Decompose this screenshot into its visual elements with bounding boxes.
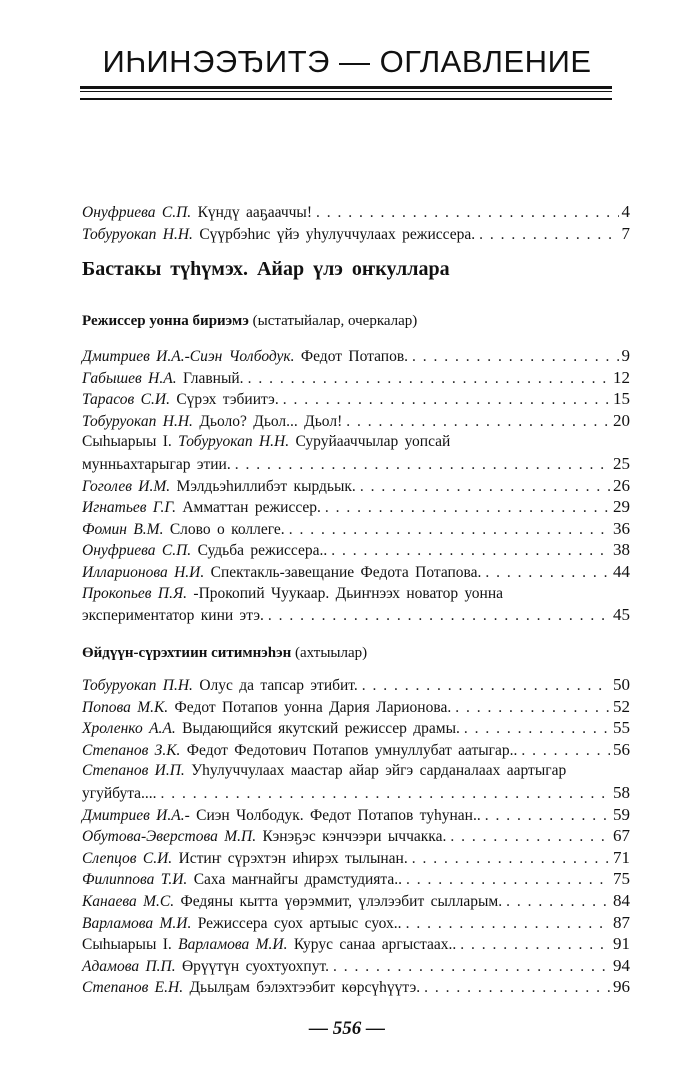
entry-author: Филиппова Т.И. [82,871,188,889]
entry-title: Истиҥ сүрэхтэн иһирэх тылынан. [178,849,408,867]
dot-leader [279,389,610,411]
dot-leader [451,697,610,719]
dot-leader [481,562,610,584]
entry-text [82,977,420,999]
toc-entry[interactable] [82,739,630,761]
entry-title: Дьоло? Дьол... Дьол! [199,412,343,430]
page-number: — 556 — [309,1018,385,1039]
entry-title: Судьба режиссера.. [197,542,328,560]
header-rule [80,86,612,100]
entry-title: Федяны кытта үөрэммит, үлэлээбит сылларым. [180,892,503,910]
entry-title: Сүрэх тэбиитэ. [176,391,279,409]
toc-entry[interactable] [82,804,630,826]
entry-author: Степанов И.П. [82,762,185,780]
toc-entry[interactable] [82,410,630,432]
entry-title: Уһулуччулаах маастар айар эйгэ сарданалаах аартыгар [191,762,567,780]
entry-page: 71 [613,847,630,867]
entry-title: Федот Федотович Потапов умнуллубат аатыгар.. [186,741,518,759]
entry-page: 15 [613,389,630,409]
toc-entry[interactable] [82,868,630,890]
entry-text [82,869,402,891]
toc-entry[interactable] [82,388,630,410]
entry-text [82,224,475,246]
toc-entry[interactable] [82,201,630,223]
entry-author: Канаева М.С. [82,892,175,910]
group2-entries [82,674,630,998]
dot-leader [321,497,610,519]
entry-author: Дмитриев И.А.- [82,806,190,824]
entry-text [82,585,503,602]
entry-title: Саха маҥнайгы драмстудията.. [193,871,403,889]
dot-leader [264,605,610,627]
entry-author: Степанов Е.Н. [82,979,184,997]
entry-text [82,411,342,433]
entry-text [82,675,358,697]
dot-leader [420,977,610,999]
entry-author: Онуфриева С.П. [82,542,192,560]
entry-author: Тобуруокап Н.Н. [178,433,290,451]
group1-entries [82,345,630,626]
entry-text [82,762,566,779]
entry-title: Сүүрбэһис үйэ уһулуччулаах режиссера. [199,225,476,243]
entry-text [82,805,481,827]
entry-title: Курус санаа аргыстаах.. [293,936,457,954]
entry-author: Онуфриева С.П. [82,204,192,221]
entry-author: Тарасов С.И. [82,391,170,409]
entry-text [82,519,285,541]
toc-entry[interactable] [82,955,630,977]
entry-page: 56 [613,739,630,759]
entry-text [82,346,408,368]
entry-text [82,389,279,411]
dot-leader [244,368,610,390]
dot-leader [456,934,610,956]
entry-page: 59 [613,804,630,824]
entry-text [82,202,312,224]
entry-page: 58 [613,782,630,802]
group2-heading [82,645,367,662]
entry-author: Прокопьев П.Я. [82,584,188,602]
group1-heading [82,313,417,330]
entry-page: 25 [613,453,630,473]
entry-title: Выдающийся якутский режиссер драмы. [182,720,460,738]
entry-title: Дьылҕам бэлэхтээбит көрсүһүүтэ. [189,979,421,997]
entry-page: 4 [621,202,630,221]
toc-entry[interactable] [82,674,630,696]
entry-title: Сиэн Чолбодук. Федот Потапов туһунан.. [196,806,481,824]
toc-entry[interactable] [82,518,630,540]
entry-title: Слово о коллеге. [169,520,285,538]
group1-note: (ыстатыйалар, очеркалар) [252,313,418,329]
dot-leader [517,740,610,762]
entry-author: Обутова-Эверстова М.П. [82,828,257,846]
entry-page: 20 [613,410,630,430]
entry-text [82,891,502,913]
entry-page: 75 [613,869,630,889]
entry-prefix: Сыһыарыы I. [82,936,172,954]
entry-text [82,913,402,935]
dot-leader [356,476,610,498]
dot-leader [408,848,610,870]
entry-title: Күндү ааҕааччы! [197,204,313,221]
intro-entries [82,201,630,244]
entry-page: 29 [613,497,630,517]
group2-note: (ахтыылар) [294,645,368,661]
entry-text [82,540,327,562]
section-heading: Бастакы түһүмэх. Айар үлэ оҥкуллара [82,258,450,280]
dot-leader [502,891,610,913]
entry-page: 96 [613,977,630,997]
dot-leader [157,783,610,805]
entry-text [82,562,481,584]
toc-entry[interactable] [82,431,630,453]
entry-author: Гоголев И.М. [82,477,171,495]
dot-leader [285,519,610,541]
dot-leader [460,718,610,740]
entry-author: Слепцов С.И. [82,849,173,867]
toc-entry-continuation [82,453,630,475]
toc-entry[interactable] [82,696,630,718]
group1-title: Режиссер уонна бириэмэ [82,313,249,329]
entry-title: Спектакль-завещание Федота Потапова. [210,563,482,581]
toc-entry-continuation [82,782,630,804]
entry-author: Адамова П.П. [82,957,176,975]
entry-title-cont: угуйбута.... [82,784,157,802]
entry-title: -Прокопий Чуукаар. Дьиҥнээх новатор уонна [193,584,504,602]
toc-entry[interactable] [82,717,630,739]
entry-author: Игнатьев Г.Г. [82,499,176,517]
entry-author: Тобуруокап П.Н. [82,677,193,694]
entry-title: Главный. [182,369,244,387]
dot-leader [342,411,610,433]
entry-page: 52 [613,696,630,716]
dot-leader [408,346,618,368]
entry-title-cont: мунньахтарыгар этии. [82,455,231,473]
toc-entry[interactable] [82,345,630,367]
entry-page: 44 [613,561,630,581]
entry-page: 36 [613,518,630,538]
entry-title: Мэлдьэһиллибэт кырдьык. [176,477,356,495]
entry-title: Амматтан режиссер. [182,499,321,517]
entry-text [82,740,517,762]
entry-page: 84 [613,890,630,910]
entry-text [82,697,451,719]
dot-leader [327,540,610,562]
entry-text [82,934,456,956]
entry-page: 67 [613,826,630,846]
entry-page: 7 [621,223,630,243]
entry-prefix: Сыһыарыы I. [82,433,172,451]
entry-text [82,433,450,450]
toc-entry[interactable] [82,583,630,605]
toc-entry[interactable] [82,890,630,912]
entry-page: 91 [613,934,630,954]
entry-page: 55 [613,718,630,738]
dot-leader [481,805,610,827]
entry-text [82,476,356,498]
entry-page: 94 [613,955,630,975]
entry-author: Тобуруокап Н.Н. [82,412,193,430]
entry-title: Федот Потапов. [300,348,409,365]
entry-text [82,497,321,519]
entry-title: Кэнэҕэс кэнчээри ыччакка. [262,828,447,846]
dot-leader [312,202,618,224]
entry-text [82,826,446,848]
toc-entry[interactable] [82,976,630,998]
dot-leader [475,224,618,246]
dot-leader [402,869,610,891]
entry-page: 45 [613,605,630,625]
dot-leader [358,675,610,697]
entry-author: Варламова М.И. [178,936,288,954]
entry-author: Тобуруокап Н.Н. [82,225,193,243]
toc-entry[interactable] [82,561,630,583]
entry-author: Степанов З.К. [82,741,181,759]
dot-leader [231,454,610,476]
entry-author: Илларионова Н.И. [82,563,205,581]
toc-entry[interactable] [82,825,630,847]
toc-entry[interactable] [82,760,630,782]
entry-page: 87 [613,912,630,932]
toc-entry[interactable] [82,496,630,518]
toc-entry[interactable] [82,539,630,561]
entry-title-cont: экспериментатор кини этэ. [82,607,264,625]
entry-author: Варламова М.И. [82,914,192,932]
entry-author: Фомин В.М. [82,520,164,538]
group2-title: Өйдүүн-сүрэхтиин ситимнэһэн [82,645,292,661]
entry-author: Попова М.К. [82,698,169,716]
entry-title: Олус да тапсар этибит. [199,677,358,694]
entry-author: Дмитриев И.А.-Сиэн Чолбодук. [82,348,295,365]
entry-title: Суруйааччылар уопсай [295,433,451,451]
entry-text [82,956,329,978]
entry-title: Режиссера суох артыыс суох.. [197,914,402,932]
entry-author: Габышев Н.А. [82,369,177,387]
toc-entry[interactable] [82,367,630,389]
entry-text [82,718,460,740]
entry-page: 38 [613,540,630,560]
entry-title: Өрүүтүн суохтуохпут. [181,957,329,975]
page-title: ИҺИНЭЭЂИТЭ — ОГЛАВЛЕНИЕ [102,44,592,79]
toc-entry[interactable] [82,475,630,497]
toc-entry-continuation [82,604,630,626]
toc-entry[interactable] [82,847,630,869]
dot-leader [329,956,610,978]
dot-leader [446,826,610,848]
entry-text [82,368,244,390]
entry-page: 9 [621,346,630,365]
toc-entry[interactable] [82,223,630,245]
toc-entry[interactable] [82,912,630,934]
toc-entry[interactable] [82,933,630,955]
entry-text [82,848,408,870]
dot-leader [402,913,610,935]
entry-title: Федот Потапов уонна Дария Ларионова. [174,698,452,716]
entry-page: 26 [613,475,630,495]
entry-page: 12 [613,367,630,387]
entry-author: Хроленко А.А. [82,720,176,738]
entry-page: 50 [613,675,630,694]
